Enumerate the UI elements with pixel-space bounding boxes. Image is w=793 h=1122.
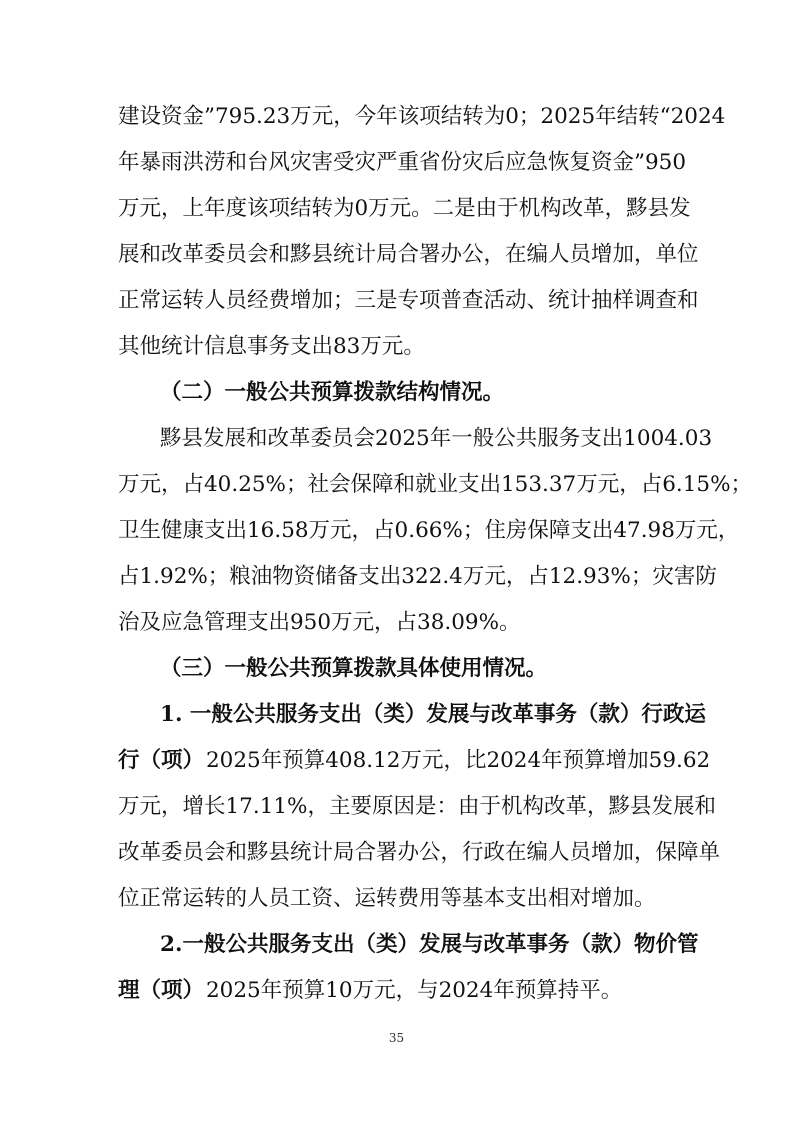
page-number: 35 (388, 1031, 405, 1045)
document-page: 建设资金”795.23万元，今年该项结转为0；2025年结转“2024 年暴雨洪涝和台风灾害受灾严重省份灾后应急恢复资金”950 万元，上年度该项结转为0万元。二是由于机构改革，黟县发 展和改革委员会和黟县统计局合署办公，在编人员增加，单位 正常运转人员经费增加；三是专项普查活动、统计抽样调查和 其他统计信息事务支出83万元。 （二）一般公共预算拨款结构情况。 黟县发展和改革委员会2025年一般公共服务支出1004.03 万元，占40.25%；社会保障和就业支出153.37万元，占6.15%； 卫生健康支出16.58万元，占0.66%；住房保障支出47.98万元， 占1.92%；粮油物资储备支出322.4万元，占12.93%；灾害防 治及应急管理支出950万元，占38.09%。 （三）一般公共预算拨款具体使用情况。 1. 一般公共服务支出（类）发展与改革事务（款）行政运 行（项） 2025年预算408.12万元，比2024年预算增加59.62 万元，增长17.11%，主要原因是：由于机构改革，黟县发展和 改革委员会和黟县统计局合署办公，行政在编人员增加，保障单 位正常运转的人员工资、运转费用等基本支出相对增加。 2.一般公共服务支出（类）发展与改革事务（款）物价管 理（项） 2025年预算10万元，与2024年预算持平。 35 (0, 0, 793, 1122)
